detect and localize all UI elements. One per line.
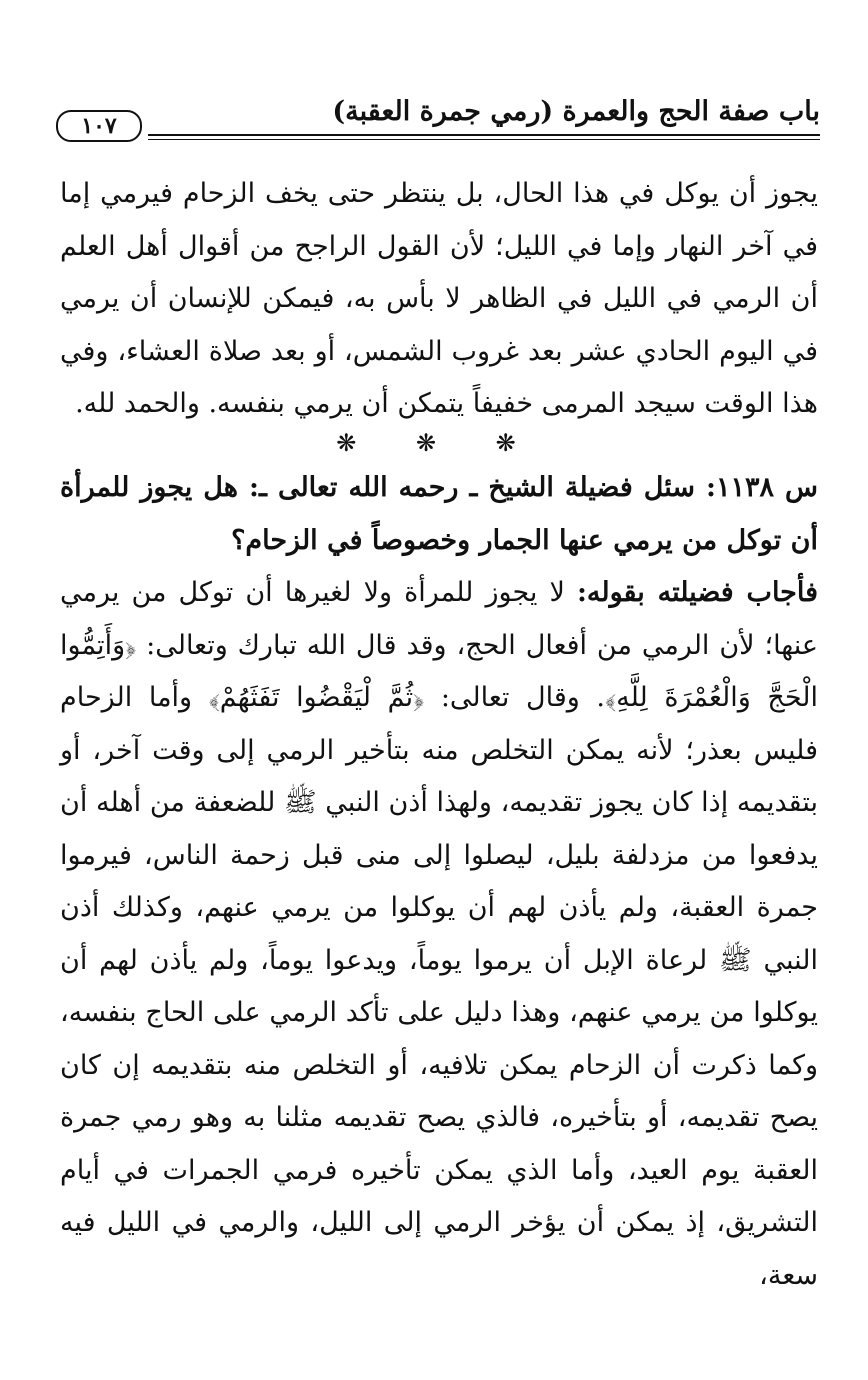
section-separator: ❋ ❋ ❋ (336, 429, 542, 457)
answer-block (60, 567, 818, 1302)
question-text: س ١١٣٨: سئل فضيلة الشيخ ـ رحمه الله تعالى ـ: هل يجوز للمرأة أن توكل من يرمي عنها الجمار وخصوصاً في الزحام؟ (60, 472, 818, 556)
running-header (52, 96, 820, 142)
answer-paragraph (60, 567, 818, 1302)
question-block (60, 462, 818, 567)
paragraph-continuation (60, 168, 818, 431)
answer-text: لا يجوز للمرأة ولا لغيرها أن توكل من يرمي عنها؛ لأن الرمي من أفعال الحج، وقد قال الله تبارك وتعالى: ﴿وَأَتِمُّوا الْحَجَّ وَالْعُمْرَةَ لِلَّهِ﴾. وقال تعالى: ﴿ثُمَّ لْيَقْضُوا تَفَثَهُمْ﴾ وأما الزحام فليس بعذر؛ لأنه يمكن التخلص منه بتأخير الرمي إلى وقت آخر، أو بتقديمه إذا كان يجوز تقديمه، ولهذا أذن النبي ﷺ للضعفة من أهله أن يدفعوا من مزدلفة بليل، ليصلوا إلى منى قبل زحمة الناس، فيرموا جمرة العقبة، ولم يأذن لهم أن يوكلوا من يرمي عنهم، وكذلك أذن النبي ﷺ لرعاة الإبل أن يرموا يوماً، ويدعوا يوماً، ولم يأذن لهم أن يوكلوا من يرمي عنهم، وهذا دليل على تأكد الرمي على الحاج بنفسه، وكما ذكرت أن الزحام يمكن تلافيه، أو التخلص منه بتقديمه إن كان يصح تقديمه، أو بتأخيره، فالذي يصح تقديمه مثلنا به وهو رمي جمرة العقبة يوم العيد، وأما الذي يمكن تأخيره فرمي الجمرات في أيام التشريق، إذ يمكن أن يؤخر الرمي إلى الليل، والرمي في الليل فيه سعة، (60, 577, 818, 1291)
chapter-title: باب صفة الحج والعمرة (رمي جمرة العقبة) (332, 96, 820, 127)
paragraph-text: يجوز أن يوكل في هذا الحال، بل ينتظر حتى يخف الزحام فيرمي إما في آخر النهار وإما في الليل؛ لأن القول الراجح من أقوال أهل العلم أن الرمي في الليل في الظاهر لا بأس به، فيمكن للإنسان أن يرمي في اليوم الحادي عشر بعد غروب الشمس، أو بعد صلاة العشاء، وفي هذا الوقت سيجد المرمى خفيفاً يتمكن أن يرمي بنفسه. والحمد لله. (60, 178, 818, 419)
header-rule (148, 134, 820, 140)
page-number: ١٠٧ (56, 110, 142, 142)
answer-lead: فأجاب فضيلته بقوله: (576, 577, 818, 608)
